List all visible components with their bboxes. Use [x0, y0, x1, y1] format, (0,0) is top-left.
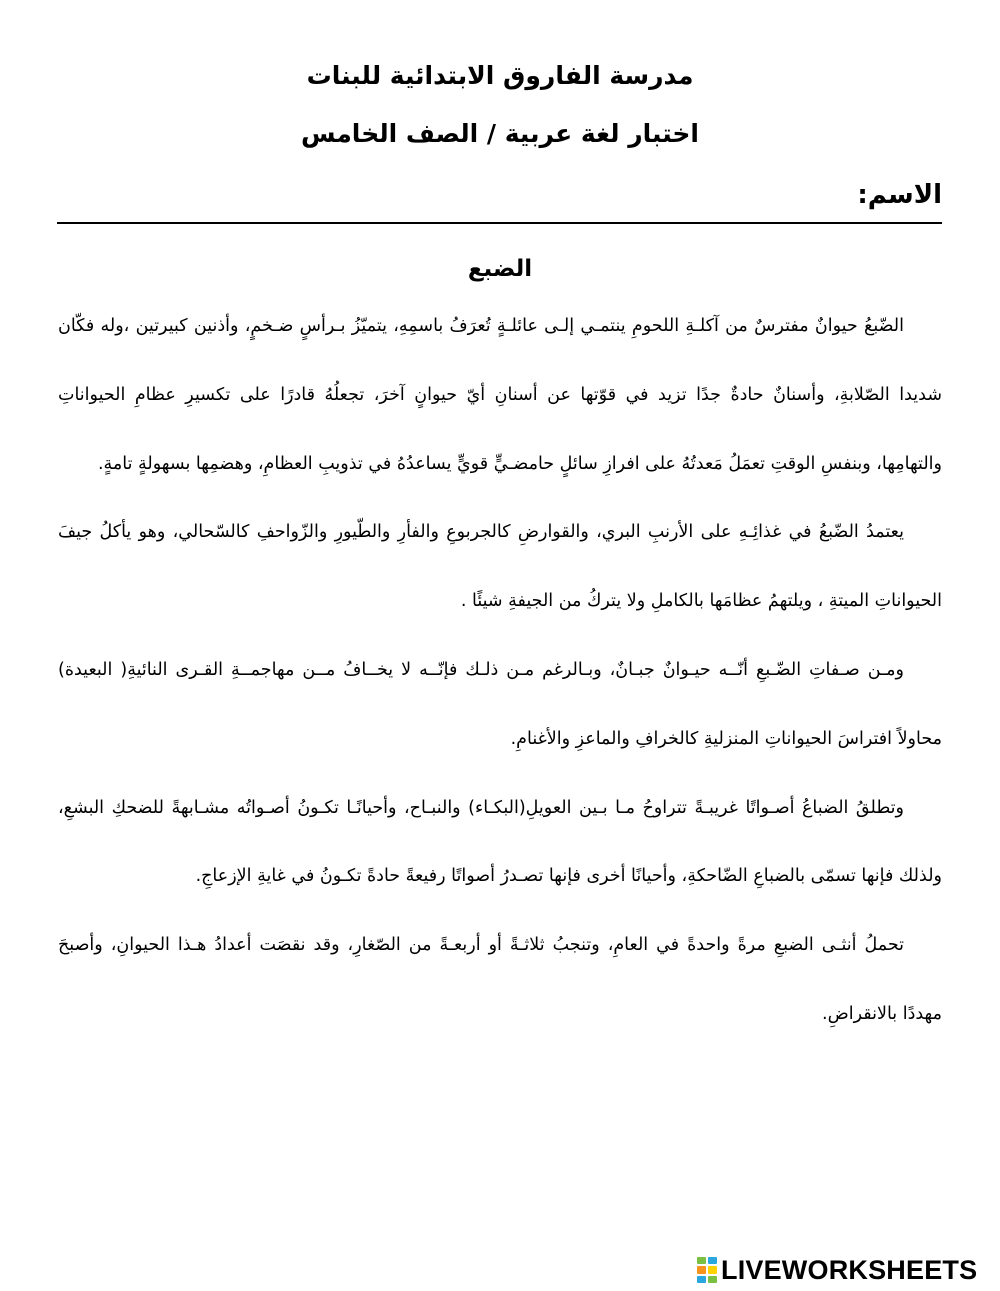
- liveworksheets-wordmark: LIVEWORKSHEETS: [721, 1255, 978, 1285]
- liveworksheets-logo-icon: [697, 1257, 717, 1283]
- passage-title: الضبع: [467, 256, 533, 282]
- reading-passage: [58, 292, 942, 1049]
- exam-title-heading: اختبار لغة عربية / الصف الخامس: [300, 119, 699, 148]
- liveworksheets-brand: [697, 1255, 977, 1285]
- passage-paragraph-2: يعتمدُ الضّبعُ في غذائِـهِ على الأرنبِ البري، والقوارضِ كالجربوعِ والفأرِ والطّيورِ والزّواحفِ كالسّحالي، وهو يأكلُ جيفَ الحيواناتِ الميتةِ ، ويلتهمُ عظامَها بالكاملِ ولا يتركُ من الجيفةِ شيئًا .: [58, 522, 942, 612]
- student-name-label: الاسم:: [857, 180, 942, 210]
- name-underline: [57, 222, 942, 224]
- school-name-heading: مدرسة الفاروق الابتدائية للبنات: [306, 61, 694, 90]
- passage-paragraph-1: الضّبعُ حيوانٌ مفترسٌ من آكلـةِ اللحومِ ينتمـي إلـى عائلـةٍ تُعرَفُ باسمِهِ، يتميّزُ بـرأسٍ ضـخمٍ، وأذنين كبيرتين ،وله فكّان شديدا الصّلابةِ، وأسنانٌ حادةٌ جدًا تزيد في قوّتها عن أسنانِ أيّ حيوانٍ آخرَ، تجعلُهُ قادرًا على تكسيرِ عظامِ الحيواناتِ والتهامِها، وبنفسِ الوقتِ تعمَلُ مَعدتُهُ على افرازِ سائلٍ حامضـيٍّ قويٍّ يساعدُهُ في تذويبِ العظامِ، وهضمِها بسهولةٍ تامةٍ.: [58, 316, 942, 474]
- passage-paragraph-5: تحملُ أنثـى الضبعِ مرةً واحدةً في العامِ، وتنجبُ ثلاثـةً أو أربعـةً من الصّغارِ، وقد نقصَت أعدادُ هـذا الحيوانِ، وأصبحَ مهددًا بالانقراضِ.: [58, 935, 942, 1024]
- passage-paragraph-3: ومـن صـفاتِ الضّـبعِ أنّــه حيـوانٌ جبـانٌ، وبـالرغم مـن ذلـك فإنّــه لا يخــافُ مــن مهاجمــةِ القـرى النائيةِ( البعيدة) محاولاً افتراسَ الحيواناتِ المنزليةِ كالخرافِ والماعزِ والأغنامِ.: [58, 659, 942, 749]
- passage-paragraph-4: وتطلقُ الضباعُ أصـواتًا غريبـةً تتراوحُ مـا بـين العويلِ(البكـاء) والنبـاح، وأحيانًـا تكـونُ أصـواتُه مشـابهةً للضحكِ البشعِ، ولذلك فإنها تسمّى بالضباعِ الضّاحكةِ، وأحيانًا أخرى فإنها تصـدرُ أصواتًا رفيعةً حادةً تكـونُ في غايةِ الإزعاجِ.: [58, 797, 942, 887]
